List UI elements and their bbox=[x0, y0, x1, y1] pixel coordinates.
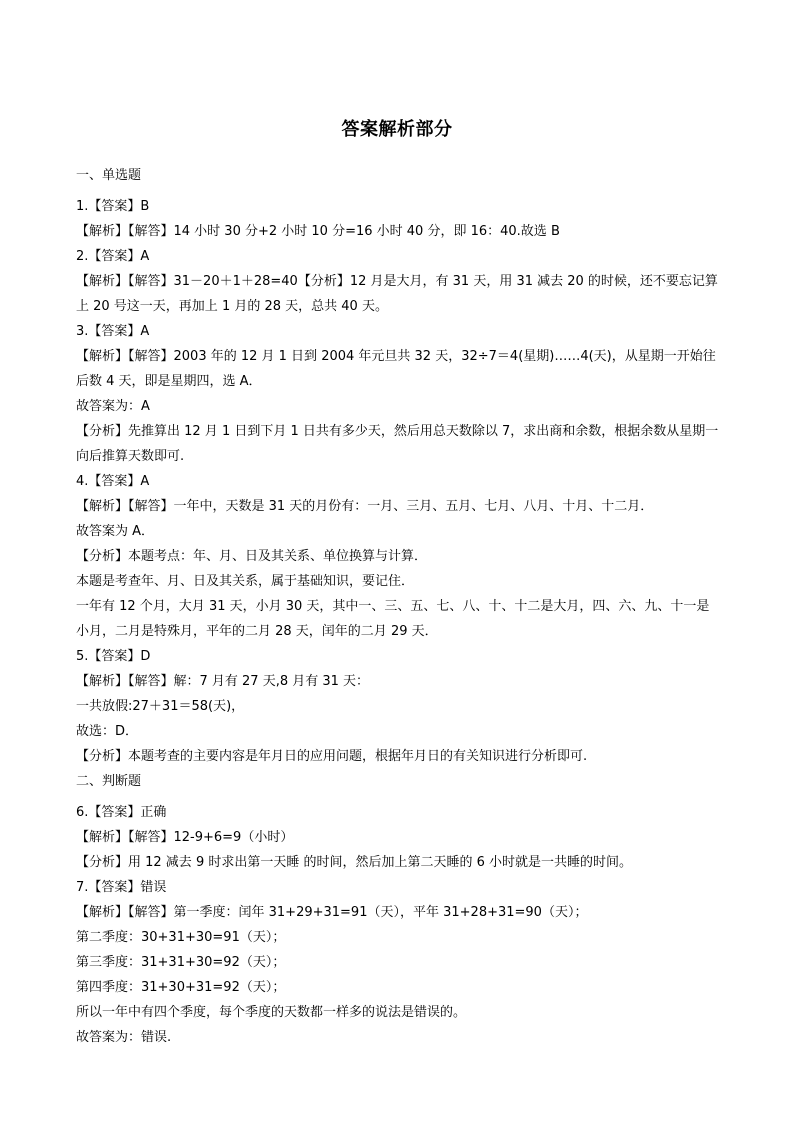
q4-conclusion: 故答案为 A． bbox=[76, 524, 155, 539]
q7-explanation: 【解析】【解答】第一季度：闰年 31+29+31=91（天），平年 31+28+31=90（天）； bbox=[76, 905, 588, 920]
q4-explanation: 【解析】【解答】一年中，天数是 31 天的月份有：一月、三月、五月、七月、八月、十月、十二月． bbox=[76, 499, 654, 514]
page-title: 答案解析部分 bbox=[341, 119, 453, 140]
q4-answer: 4.【答案】A bbox=[76, 474, 150, 489]
q7-answer: 7.【答案】错误 bbox=[76, 880, 167, 895]
q7-third-quarter: 第三季度：31+31+30=92（天）； bbox=[76, 955, 286, 970]
q4-analysis-detail: 一年有 12 个月，大月 31 天，小月 30 天，其中一、三、五、七、八、十、十二是大月，四、六、九、十一是小月，二月是特殊月，平年的二月 28 天，闰年的二月 29 天． bbox=[76, 599, 710, 639]
q6-explanation: 【解析】【解答】12-9+6=9（小时） bbox=[76, 830, 294, 845]
q7-reasoning: 所以一年中有四个季度，每个季度的天数都一样多的说法是错误的。 bbox=[76, 1005, 467, 1020]
q5-analysis: 【分析】本题考查的主要内容是年月日的应用问题，根据年月日的有关知识进行分析即可. bbox=[76, 749, 588, 764]
q6-answer: 6.【答案】正确 bbox=[76, 805, 167, 820]
q2-explanation: 【解析】【解答】31－20＋1＋28=40【分析】12 月是大月，有 31 天，用 31 减去 20 的时候，还不要忘记算上 20 号这一天，再加上 1 月的 28 天，总共 40 天。 bbox=[76, 274, 718, 314]
q3-explanation: 【解析】【解答】2003 年的 12 月 1 日到 2004 年元旦共 32 天，32÷7＝4(星期)……4(天)，从星期一开始往后数 4 天，即是星期四，选 A． bbox=[76, 349, 716, 389]
q7-second-quarter: 第二季度：30+31+30=91（天）； bbox=[76, 930, 286, 945]
q4-analysis: 【分析】本题考点：年、月、日及其关系、单位换算与计算． bbox=[76, 549, 428, 564]
q5-answer: 5.【答案】D bbox=[76, 649, 151, 664]
q3-analysis: 【分析】先推算出 12 月 1 日到下月 1 日共有多少天，然后用总天数除以 7，求出商和余数，根据余数从星期一向后推算天数即可. bbox=[76, 424, 719, 464]
q7-conclusion: 故答案为：错误. bbox=[76, 1030, 172, 1045]
q7-fourth-quarter: 第四季度：31+30+31=92（天）； bbox=[76, 980, 286, 995]
section-heading-true-false: 二、判断题 bbox=[76, 774, 142, 789]
q3-conclusion: 故答案为：A bbox=[76, 399, 150, 414]
section-heading-single-choice: 一、单选题 bbox=[76, 168, 142, 183]
q5-calculation: 一共放假:27＋31＝58(天)， bbox=[76, 699, 245, 714]
q2-answer: 2.【答案】A bbox=[76, 249, 150, 264]
q5-explanation: 【解析】【解答】解：7 月有 27 天,8 月有 31 天： bbox=[76, 674, 370, 689]
q6-analysis: 【分析】用 12 减去 9 时求出第一天睡 的时间，然后加上第二天睡的 6 小时就是一共睡的时间。 bbox=[76, 855, 633, 870]
answer-content bbox=[76, 163, 722, 1050]
q1-explanation: 【解析】【解答】14 小时 30 分+2 小时 10 分=16 小时 40 分，即 16：40.故选 B bbox=[76, 224, 560, 239]
q3-answer: 3.【答案】A bbox=[76, 324, 150, 339]
q5-conclusion: 故选：D． bbox=[76, 724, 139, 739]
q4-analysis-note: 本题是考查年、月、日及其关系，属于基础知识，要记住． bbox=[76, 574, 415, 589]
q1-answer: 1.【答案】B bbox=[76, 199, 150, 214]
